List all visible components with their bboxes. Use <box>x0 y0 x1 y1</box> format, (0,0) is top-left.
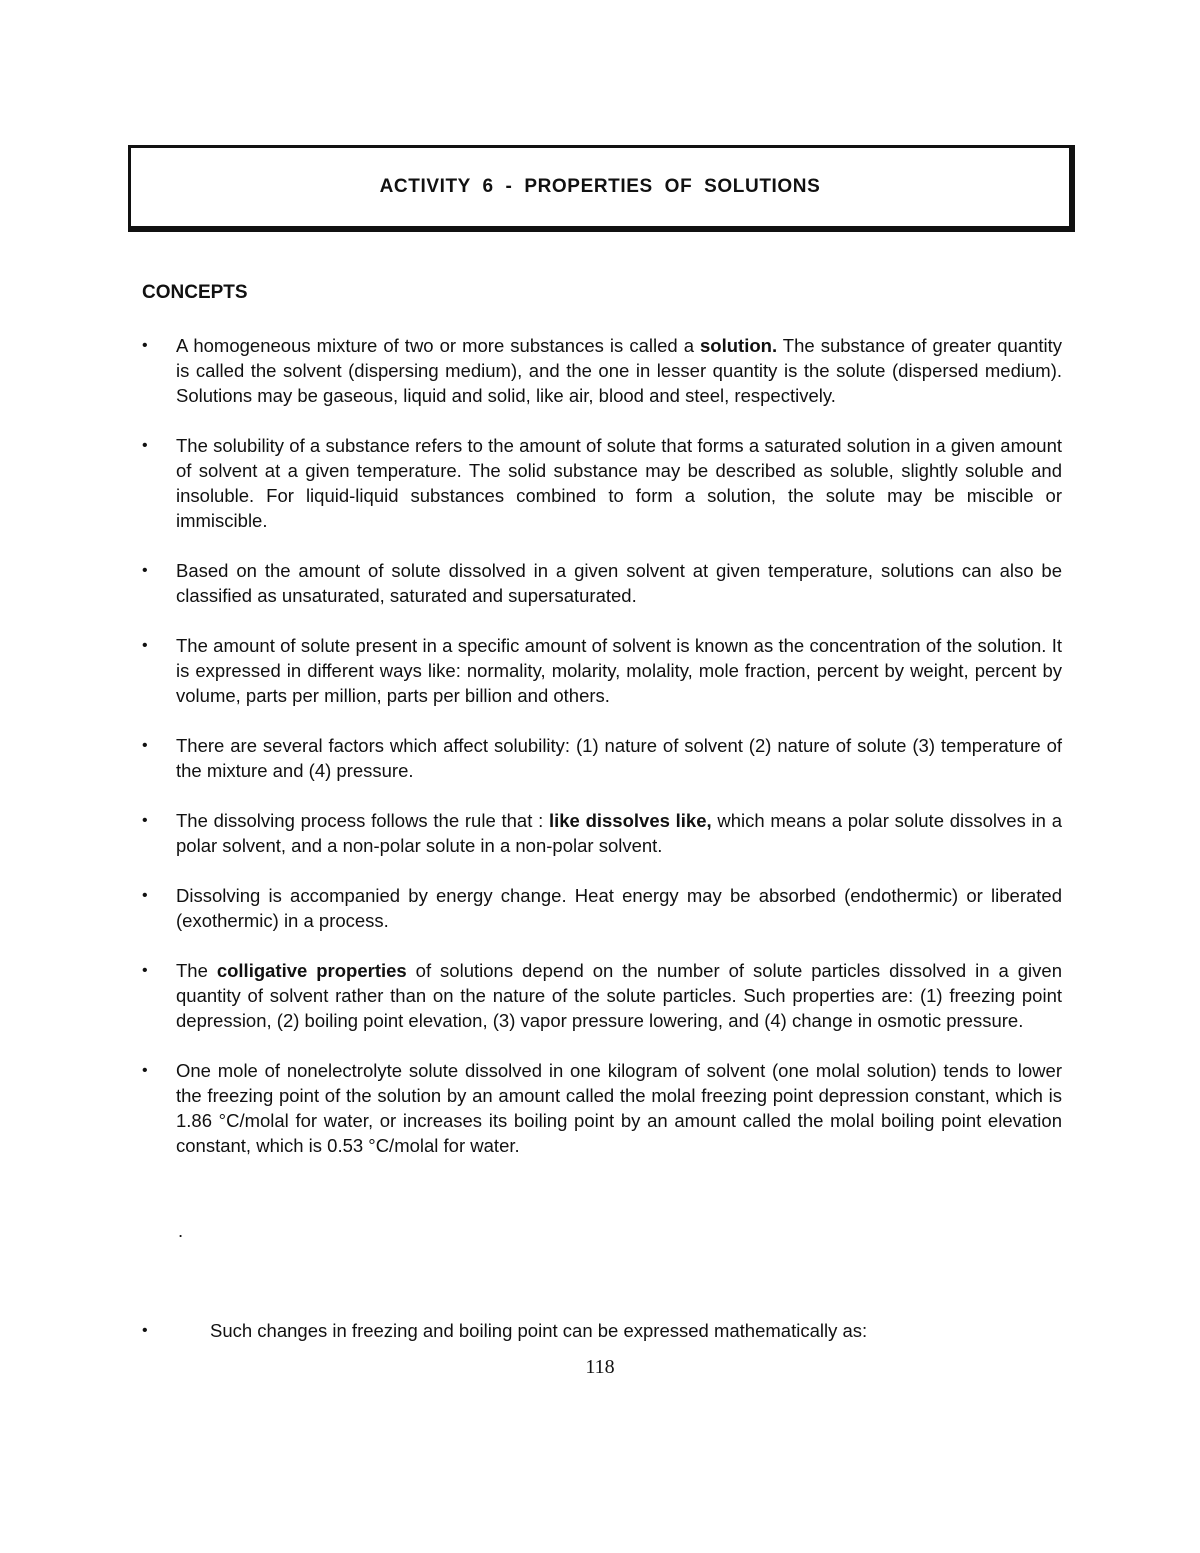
bullet-text: The substance of greater quantity is called the solvent (dispersing medium), and the one in lesser quantity is the solute (dispersed medium). Solutions may be gaseous, liquid and solid, like air, blood and steel, respectively. <box>176 335 1062 406</box>
bullet-bold-text: solution. <box>700 335 778 356</box>
bullet-bold-text: like dissolves like, <box>548 810 712 831</box>
bullet-text: The dissolving process follows the rule that : <box>176 810 549 831</box>
list-item <box>142 958 1062 1033</box>
bullet-icon: • <box>142 562 148 579</box>
list-item <box>142 633 1062 708</box>
bullet-text: The amount of solute present in a specific amount of solvent is known as the concentration of the solution. It is expressed in different ways like: normality, molarity, molality, mole fraction, percent by weight, percent by volume, parts per million, parts per billion and others. <box>176 635 1062 706</box>
page-title: ACTIVITY 6 - PROPERTIES OF SOLUTIONS <box>379 176 821 197</box>
bullet-icon: • <box>142 812 148 829</box>
list-item <box>142 808 1062 858</box>
bullet-text: There are several factors which affect solubility: (1) nature of solvent (2) nature of solute (3) temperature of the mixture and (4) pressure. <box>176 735 1062 781</box>
bullet-icon: • <box>142 637 148 654</box>
bullet-icon: • <box>142 337 148 354</box>
bullet-text: Dissolving is accompanied by energy change. Heat energy may be absorbed (endothermic) or liberated (exothermic) in a process. <box>176 885 1062 931</box>
bullet-bold-text: colligative properties <box>216 960 407 981</box>
list-item <box>142 333 1062 408</box>
list-item <box>142 433 1062 533</box>
concepts-list <box>142 333 1062 1183</box>
bullet-text: The <box>176 960 217 981</box>
bullet-text: One mole of nonelectrolyte solute dissolved in one kilogram of solvent (one molal solution) tends to lower the freezing point of the solution by an amount called the molal freezing point depression constant, which is 1.86 °C/molal for water, or increases its boiling point by an amount called the molal boiling point elevation constant, which is 0.53 °C/molal for water. <box>176 1060 1062 1156</box>
list-item <box>142 558 1062 608</box>
title-box <box>128 145 1075 232</box>
page-number: 118 <box>585 1356 615 1378</box>
list-item <box>142 883 1062 933</box>
bullet-text: Based on the amount of solute dissolved in a given solvent at given temperature, solutions can also be classified as unsaturated, saturated and supersaturated. <box>176 560 1062 606</box>
bullet-icon: • <box>142 437 148 454</box>
bullet-icon: • <box>142 1062 148 1079</box>
bullet-icon: • <box>142 962 148 979</box>
bullet-text: which means a polar solute dissolves in a polar solvent, and a non-polar solute in a non-polar solvent. <box>176 810 1062 856</box>
bullet-text: A homogeneous mixture of two or more substances is called a <box>176 335 701 356</box>
list-item-last <box>142 1318 1062 1343</box>
bullet-text: of solutions depend on the number of solute particles dissolved in a given quantity of solvent rather than on the nature of the solute particles. Such properties are: (1) freezing point depression, (2) boiling point elevation, (3) vapor pressure lowering, and (4) change in osmotic pressure. <box>176 960 1062 1031</box>
stray-dot: . <box>178 1220 184 1241</box>
bullet-icon: • <box>142 1322 148 1339</box>
section-heading: CONCEPTS <box>142 282 248 303</box>
list-item <box>142 733 1062 783</box>
bullet-icon: • <box>142 887 148 904</box>
list-item <box>142 1058 1062 1158</box>
bullet-icon: • <box>142 737 148 754</box>
bullet-text: Such changes in freezing and boiling point can be expressed mathematically as: <box>210 1320 868 1341</box>
bullet-text: The solubility of a substance refers to the amount of solute that forms a saturated solution in a given amount of solvent at a given temperature. The solid substance may be described as soluble, slightly soluble and insoluble. For liquid-liquid substances combined to form a solution, the solute may be miscible or immiscible. <box>176 435 1062 531</box>
